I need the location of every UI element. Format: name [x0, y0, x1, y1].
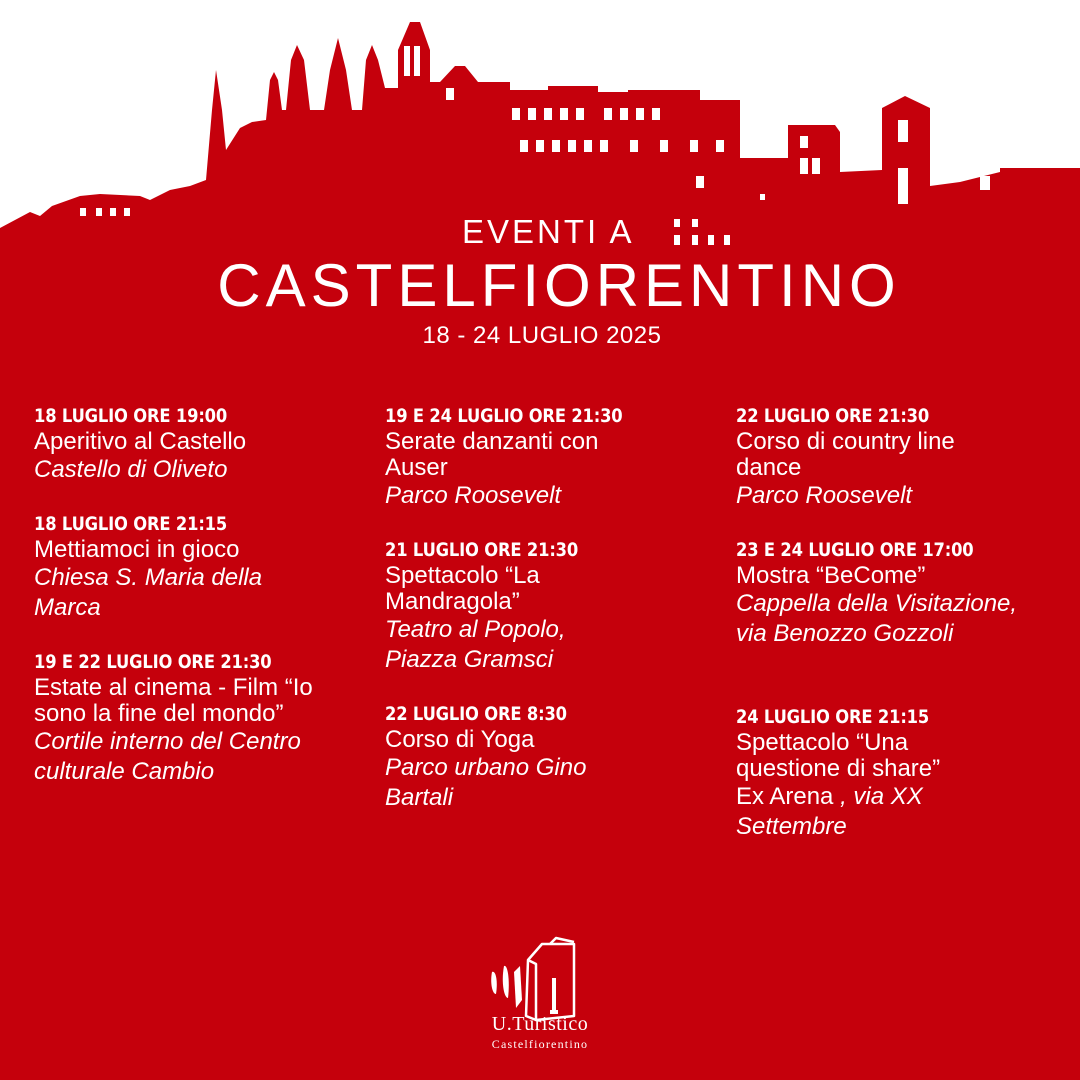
event-location: Castello di Oliveto [34, 456, 228, 483]
event-location: Parco urbano Gino Bartali [385, 754, 587, 811]
logo-subtitle: Castelfiorentino [491, 1037, 589, 1051]
event-location: Cortile interno del Centro culturale Cambio [34, 728, 301, 785]
window-grid-icon [668, 219, 732, 245]
event-location-venue: Ex Arena [736, 783, 834, 810]
event-datetime: 21 LUGLIO ORE 21:30 [385, 539, 579, 561]
event-datetime: 19 E 22 LUGLIO ORE 21:30 [34, 651, 272, 673]
event-item [385, 537, 625, 675]
event-item [736, 704, 1006, 842]
event-item [34, 511, 334, 623]
event-title: Corso di country line dance [736, 428, 955, 481]
page-title: CASTELFIORENTINO [217, 252, 901, 319]
event-location: Parco Roosevelt [736, 482, 913, 509]
event-datetime: 22 LUGLIO ORE 8:30 [385, 703, 567, 725]
event-item [736, 403, 1026, 511]
event-location: Parco Roosevelt [385, 482, 562, 509]
event-title: Corso di Yoga [385, 726, 535, 753]
event-item [34, 403, 354, 485]
event-item [736, 537, 1026, 649]
event-dates: 18 - 24 LUGLIO 2025 [422, 322, 662, 349]
event-title: Mostra “BeCome” [736, 562, 926, 589]
event-title: Spettacolo “Una questione di share” [736, 729, 941, 782]
event-title: Mettiamoci in gioco [34, 536, 240, 563]
event-datetime: 18 LUGLIO ORE 21:15 [34, 513, 228, 535]
event-item [385, 403, 665, 511]
event-location: Cappella della Visitazione, via Benozzo Gozzoli [736, 590, 1018, 647]
event-datetime: 24 LUGLIO ORE 21:15 [736, 706, 930, 728]
event-location: Teatro al Popolo, Piazza Gramsci [385, 616, 566, 673]
event-title: Aperitivo al Castello [34, 428, 247, 455]
sky [0, 0, 1080, 228]
event-datetime: 23 E 24 LUGLIO ORE 17:00 [736, 539, 974, 561]
logo-name: U.Turistico [491, 1013, 589, 1035]
event-title: Estate al cinema - Film “Io sono la fine del mondo” [34, 674, 313, 727]
event-location: Chiesa S. Maria della Marca [34, 564, 263, 621]
event-item [34, 649, 334, 787]
event-location-address: , via XX Settembre [736, 783, 923, 840]
event-item [385, 701, 645, 813]
event-title: Serate danzanti con Auser [385, 428, 599, 481]
pre-title: EVENTI A [462, 213, 635, 250]
event-datetime: 18 LUGLIO ORE 19:00 [34, 405, 228, 427]
event-datetime: 22 LUGLIO ORE 21:30 [736, 405, 930, 427]
event-title: Spettacolo “La Mandragola” [385, 562, 540, 615]
event-location [736, 782, 1006, 842]
event-datetime: 19 E 24 LUGLIO ORE 21:30 [385, 405, 623, 427]
